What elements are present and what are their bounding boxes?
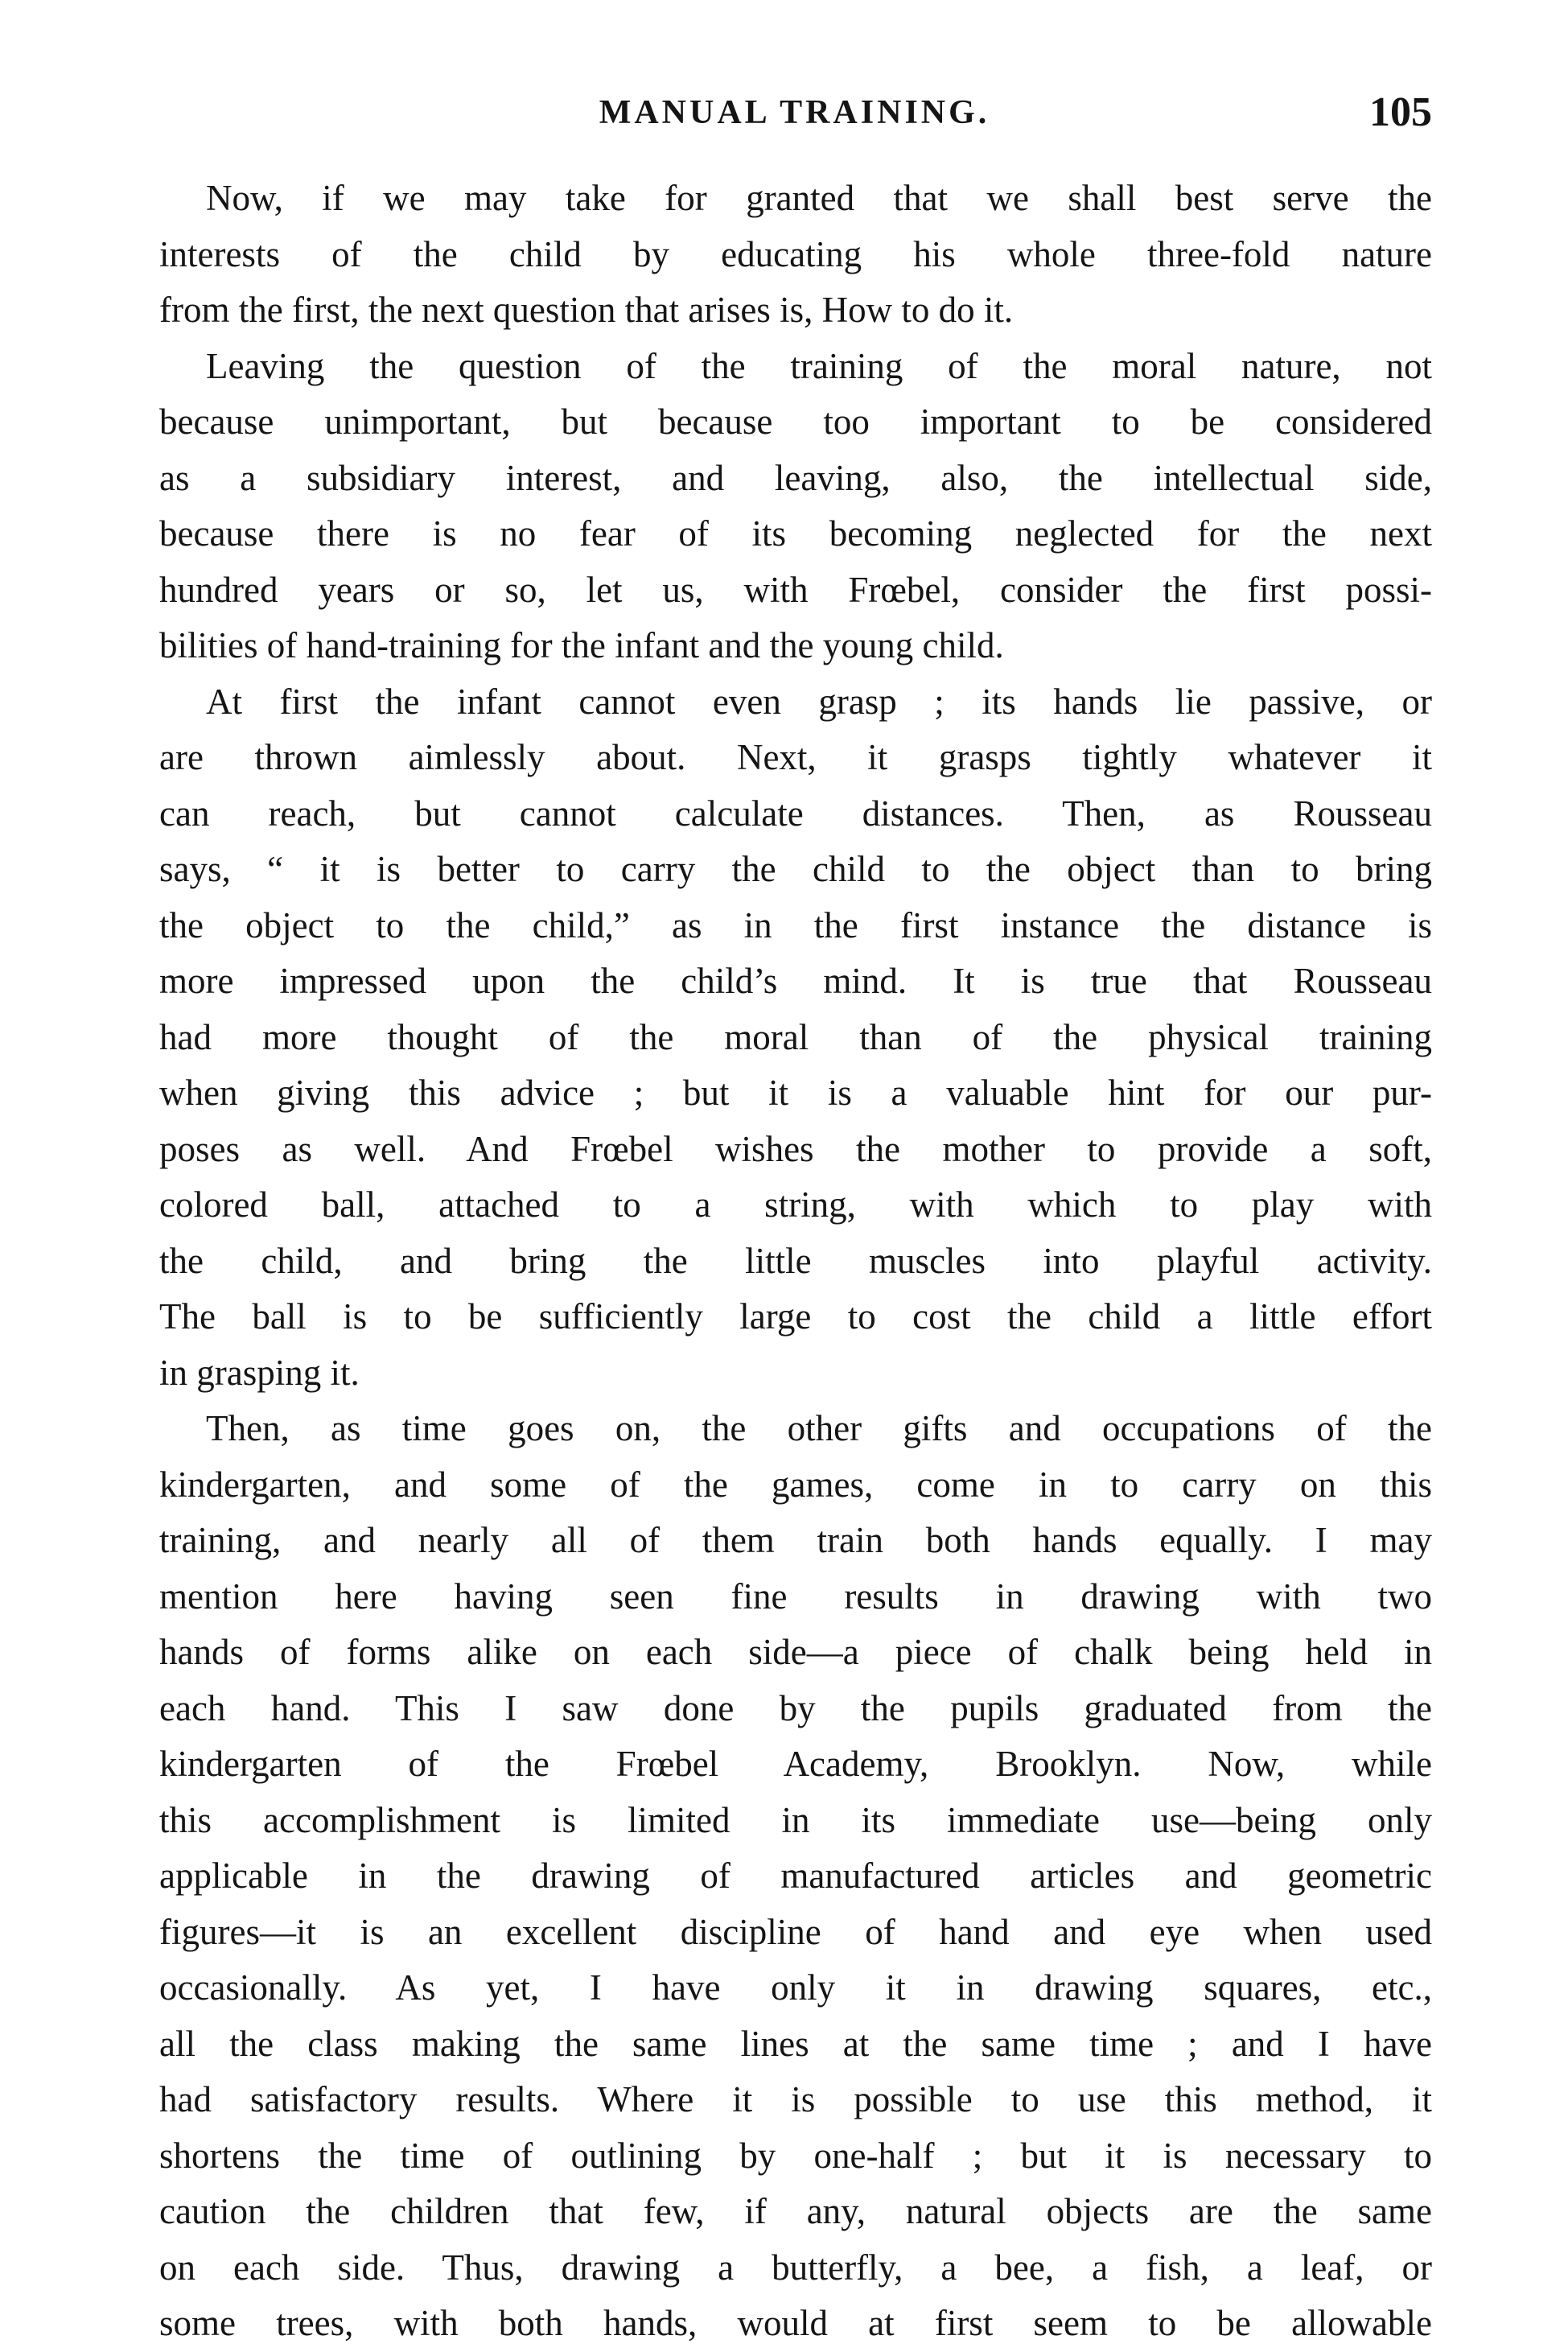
page-number: 105 [1369, 89, 1432, 135]
text-line: more impressed upon the child’s mind. It is true that Rousseau [159, 961, 1432, 1001]
text-line: applicable in the drawing of manufactured articles and geometric [159, 1856, 1432, 1896]
text-line: can reach, but cannot calculate distances. Then, as Rousseau [159, 793, 1432, 834]
paragraph-3 [159, 674, 1432, 1402]
text-line: from the first, the next question that arises is, How to do it. [159, 290, 1014, 330]
text-line: mention here having seen fine results in drawing with two [159, 1576, 1432, 1617]
text-line: this accomplishment is limited in its immediate use—being only [159, 1799, 1432, 1840]
text-line: are thrown aimlessly about. Next, it grasps tightly whatever it [159, 737, 1432, 777]
text-line: hands of forms alike on each side—a piece of chalk being held in [159, 1632, 1432, 1672]
text-line: on each side. Thus, drawing a butterfly, a bee, a fish, a leaf, or [159, 2247, 1432, 2288]
running-title: MANUAL TRAINING. [599, 94, 990, 131]
text-line: because there is no fear of its becoming neglected for the next [159, 513, 1432, 554]
text-line: hundred years or so, let us, with Frœbel, consider the first possi- [159, 569, 1432, 610]
text-line: had more thought of the moral than of the physical training [159, 1016, 1432, 1057]
text-line: in grasping it. [159, 1352, 360, 1393]
paragraph-2 [159, 339, 1432, 674]
text-line: the child, and bring the little muscles into playful activity. [159, 1240, 1432, 1281]
text-line: Leaving the question of the training of the moral nature, not [206, 345, 1432, 386]
text-line: interests of the child by educating his whole three-fold nature [159, 233, 1432, 274]
text-line: kindergarten of the Frœbel Academy, Brooklyn. Now, while [159, 1744, 1432, 1784]
paragraph-4 [159, 1401, 1432, 2352]
running-head [157, 80, 1432, 145]
text-line: some trees, with both hands, would at first seem to be allowable [159, 2303, 1432, 2343]
text-line: each hand. This I saw done by the pupils graduated from the [159, 1687, 1432, 1728]
text-line: kindergarten, and some of the games, come in to carry on this [159, 1464, 1432, 1505]
text-line: Then, as time goes on, the other gifts and occupations of the [206, 1408, 1432, 1448]
text-line: occasionally. As yet, I have only it in drawing squares, etc., [159, 1967, 1432, 2008]
text-line: training, and nearly all of them train both hands equally. I may [159, 1520, 1432, 1560]
paragraph-1 [159, 171, 1432, 339]
text-line: caution the children that few, if any, natural objects are the same [159, 2191, 1432, 2231]
text-line: At first the infant cannot even grasp ; its hands lie passive, or [206, 681, 1432, 722]
text-line: shortens the time of outlining by one-half ; but it is necessary to [159, 2135, 1432, 2176]
text-line: had satisfactory results. Where it is possible to use this method, it [159, 2079, 1432, 2119]
text-line: Now, if we may take for granted that we shall best serve the [206, 178, 1432, 218]
text-line: The ball is to be sufficiently large to cost the child a little effort [159, 1296, 1432, 1337]
text-line: poses as well. And Frœbel wishes the mother to provide a soft, [159, 1128, 1432, 1169]
text-line: figures—it is an excellent discipline of hand and eye when used [159, 1911, 1432, 1952]
text-line: all the class making the same lines at the same time ; and I have [159, 2023, 1432, 2064]
text-line: as a subsidiary interest, and leaving, also, the intellectual side, [159, 457, 1432, 498]
text-line: says, “ it is better to carry the child to the object than to bring [159, 849, 1432, 889]
text-line: bilities of hand-training for the infant and the young child. [159, 625, 1004, 665]
text-line: because unimportant, but because too important to be considered [159, 402, 1432, 442]
text-line: when giving this advice ; but it is a valuable hint for our pur- [159, 1073, 1432, 1113]
body-text [159, 171, 1432, 2352]
text-line: the object to the child,” as in the first instance the distance is [159, 904, 1432, 945]
text-line: colored ball, attached to a string, with which to play with [159, 1184, 1432, 1225]
